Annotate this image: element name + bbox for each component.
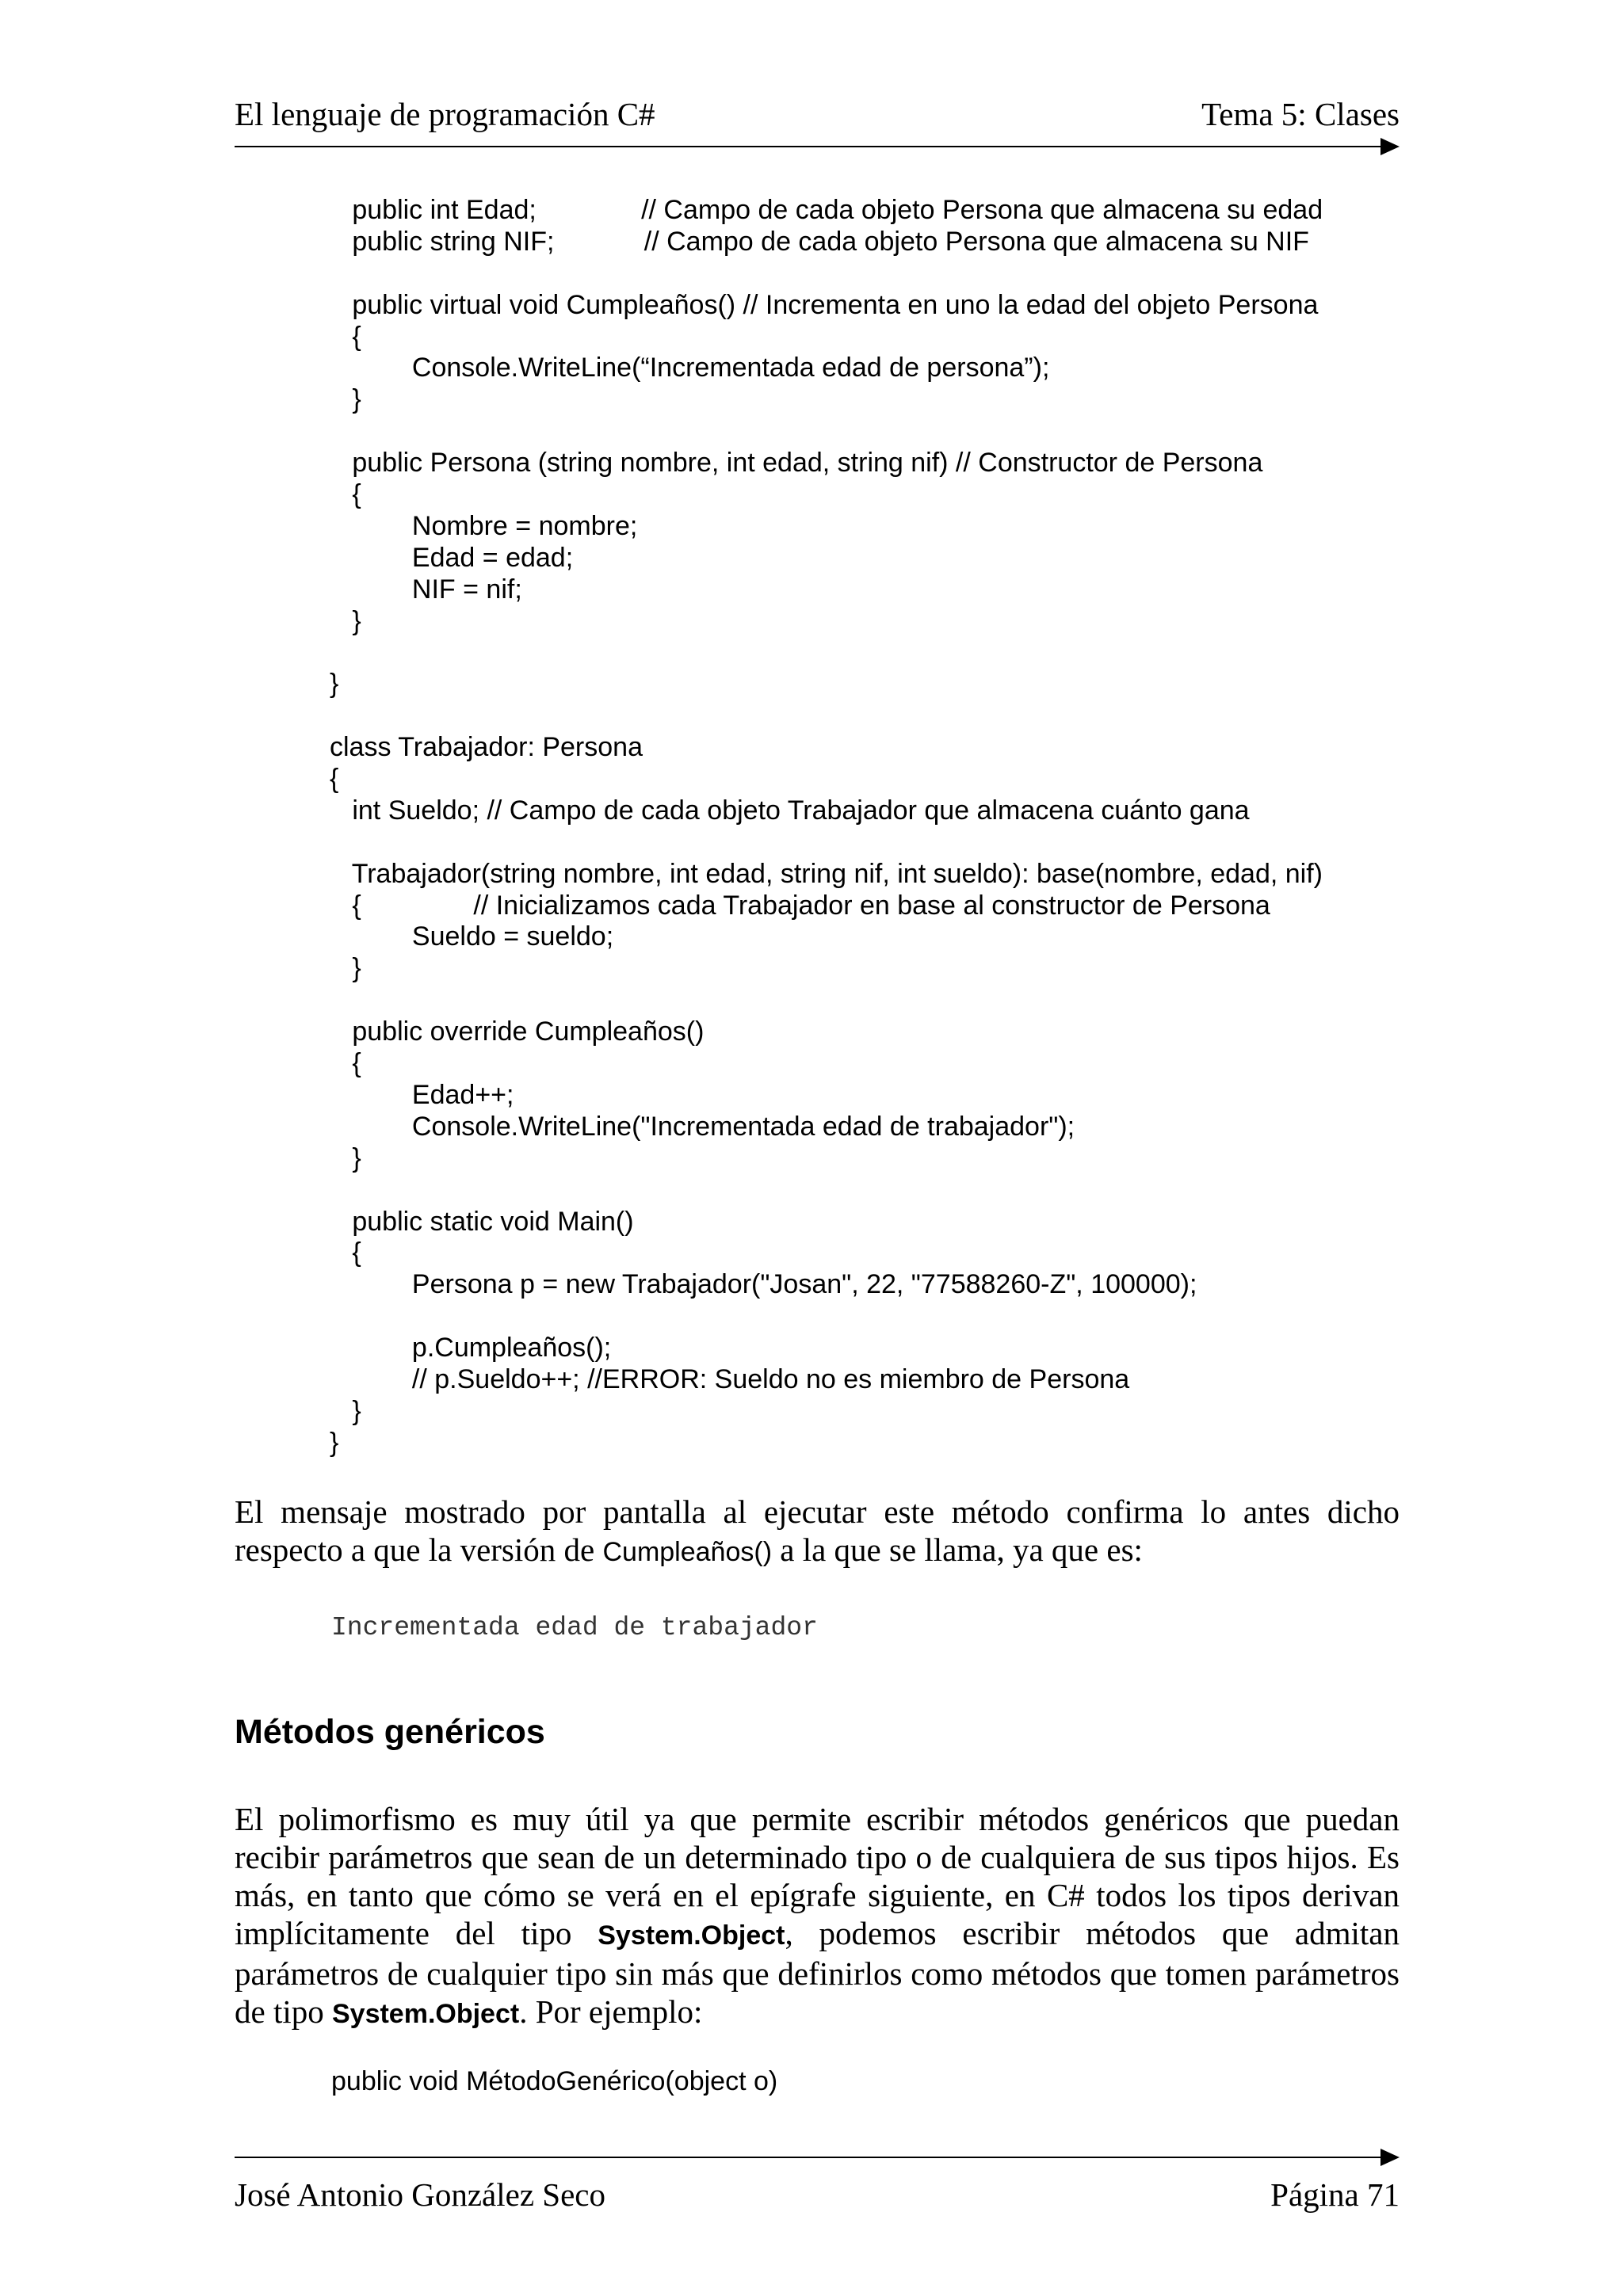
paragraph-text: El polimorfismo es muy útil ya que permite escribir métodos genéricos que puedan recibir parámetros que sean de un determinado tipo o de cualquiera de sus tipos hijos. Es más, en tanto que cómo se verá en el epígrafe siguiente, en C# todos los tipos derivan implícitamente del tipo — [235, 1801, 1400, 1951]
section-heading: Métodos genéricos — [235, 1713, 545, 1751]
code-line: } — [330, 605, 361, 636]
header-rule — [235, 146, 1382, 147]
code-line: { — [330, 479, 361, 510]
code-line: Console.WriteLine("Incrementada edad de trabajador"); — [330, 1111, 1075, 1142]
paragraph-result — [235, 1493, 1400, 1571]
code-line: NIF = nif; — [330, 574, 522, 605]
method-name: Cumpleaños() — [602, 1537, 773, 1567]
code-line: { — [330, 764, 339, 795]
code-line: } — [330, 1395, 361, 1426]
code-line: { — [330, 1048, 361, 1079]
footer-rule — [235, 2157, 1382, 2158]
code-line: Nombre = nombre; — [330, 510, 638, 541]
paragraph-text: , podemos escribir métodos que admitan parámetros de cualquier tipo sin más que definirlos como métodos que tomen parámetros de tipo — [235, 1915, 1400, 2030]
code-line: } — [330, 1427, 339, 1458]
code-line: class Trabajador: Persona — [330, 732, 643, 763]
code-line — [330, 827, 1323, 859]
header-chapter: Tema 5: Clases — [1201, 96, 1400, 132]
code-line: public string NIF; // Campo de cada objeto Persona que almacena su NIF — [330, 226, 1309, 257]
console-output: Incrementada edad de trabajador — [331, 1613, 818, 1642]
code-line: Trabajador(string nombre, int edad, string nif, int sueldo): base(nombre, edad, nif) — [330, 858, 1323, 889]
code-line: int Sueldo; // Campo de cada objeto Trabajador que almacena cuánto gana — [330, 795, 1250, 826]
code-line: public override Cumpleaños() — [330, 1016, 705, 1047]
code-line — [330, 700, 1323, 732]
code-line — [330, 637, 1323, 669]
code-line: public virtual void Cumpleaños() // Incrementa en uno la edad del objeto Persona — [330, 289, 1319, 320]
paragraph-text: . Por ejemplo: — [519, 1993, 703, 2030]
code-line: public int Edad; // Campo de cada objeto Persona que almacena su edad — [330, 195, 1323, 225]
example-code: public void MétodoGenérico(object o) — [331, 2066, 778, 2096]
code-line: p.Cumpleaños(); — [330, 1333, 612, 1363]
code-line: public Persona (string nombre, int edad, string nif) // Constructor de Persona — [330, 448, 1263, 479]
code-line: { — [330, 1238, 361, 1268]
code-line — [330, 985, 1323, 1016]
code-listing — [330, 195, 1323, 1459]
header-arrow-icon — [1381, 138, 1400, 155]
code-line: Edad = edad; — [330, 542, 574, 573]
paragraph-generic-methods — [235, 1800, 1400, 2033]
code-line: { // Inicializamos cada Trabajador en base al constructor de Persona — [330, 890, 1270, 921]
code-line: } — [330, 669, 339, 700]
footer-arrow-icon — [1381, 2149, 1400, 2166]
paragraph-text: El mensaje mostrado por pantalla al ejecutar este método confirma lo antes dicho respecto a que la versión de — [235, 1493, 1400, 1568]
code-line: // p.Sueldo++; //ERROR: Sueldo no es miembro de Persona — [330, 1363, 1130, 1394]
code-line — [330, 416, 1323, 448]
code-line: } — [330, 384, 361, 415]
type-name: System.Object — [598, 1920, 785, 1951]
footer-author: José Antonio González Seco — [235, 2176, 605, 2213]
type-name: System.Object — [331, 1999, 520, 2029]
code-line: Edad++; — [330, 1079, 514, 1110]
code-line: } — [330, 953, 361, 984]
code-line: Sueldo = sueldo; — [330, 921, 614, 952]
code-line — [330, 1175, 1323, 1207]
page-footer — [235, 2176, 1400, 2223]
page-header — [235, 95, 1400, 143]
code-line: public static void Main() — [330, 1206, 634, 1237]
code-line: Persona p = new Trabajador("Josan", 22, "77588260-Z", 100000); — [330, 1269, 1197, 1300]
paragraph-text: a la que se llama, ya que es: — [772, 1531, 1143, 1568]
code-line: } — [330, 1142, 361, 1173]
code-line: Console.WriteLine(“Incrementada edad de persona”); — [330, 353, 1050, 383]
code-line — [330, 258, 1323, 290]
code-line — [330, 1301, 1323, 1333]
header-book-title: El lenguaje de programación C# — [235, 96, 655, 132]
footer-page-number: Página 71 — [1270, 2176, 1400, 2213]
code-line: { — [330, 321, 361, 352]
